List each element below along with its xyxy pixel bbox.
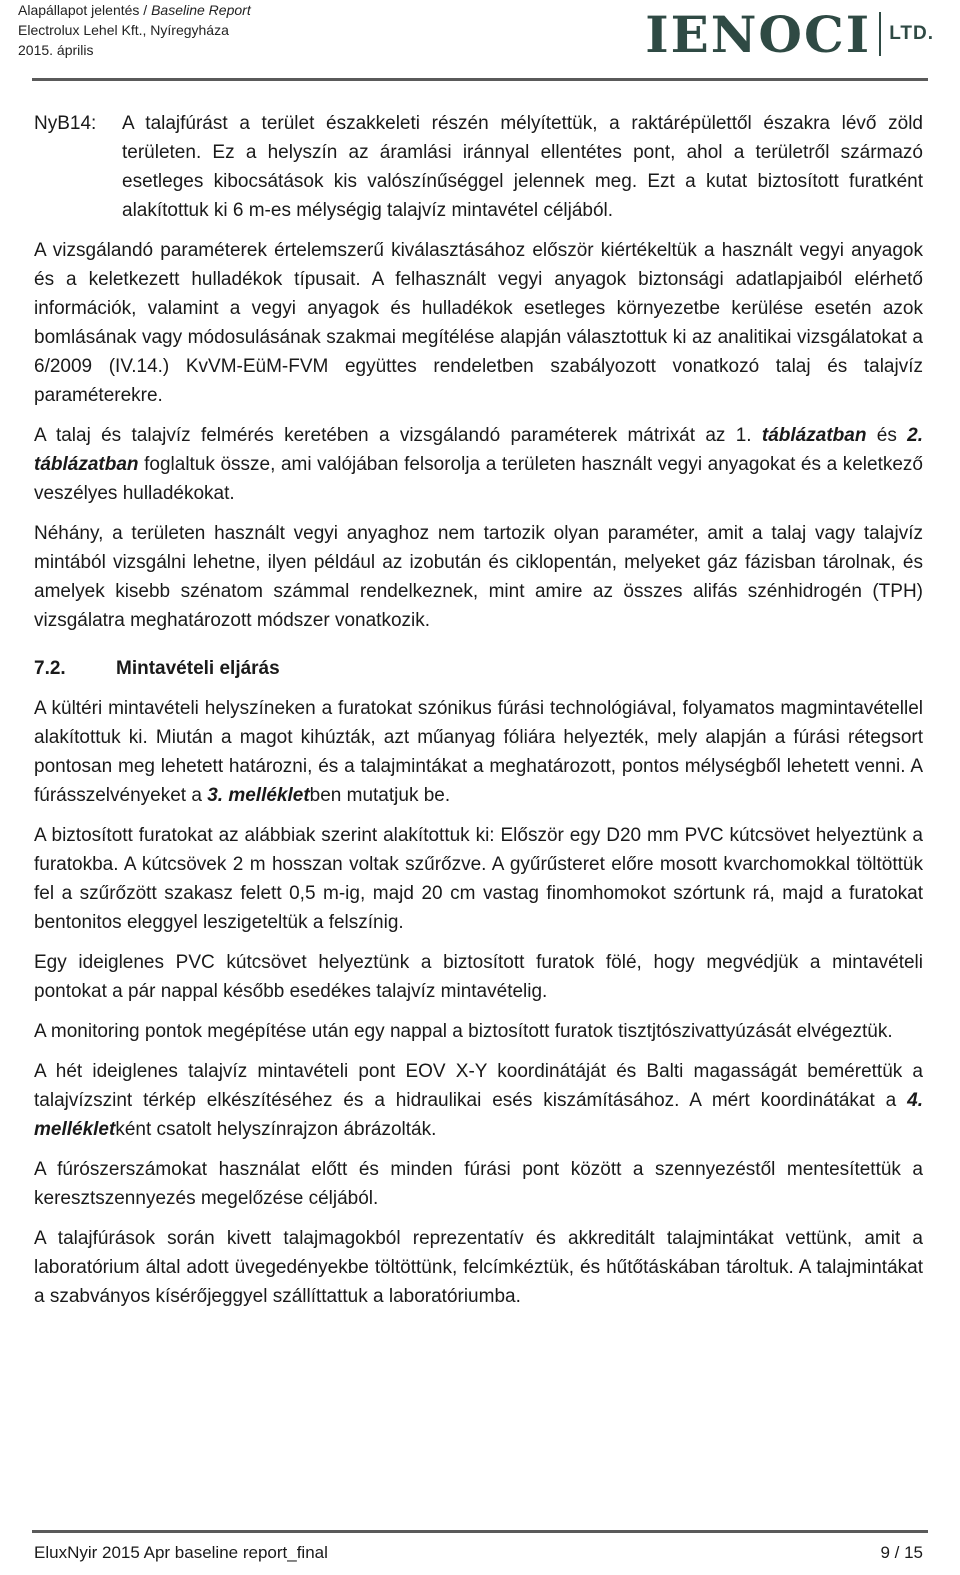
footer-page-number: 9 / 15: [880, 1543, 923, 1562]
table-1-ref: táblázatban: [761, 425, 867, 446]
paragraph-survey: [34, 1057, 923, 1144]
paragraph-drilling: [34, 694, 923, 810]
p4-text-c: ben mutatjuk be.: [309, 785, 451, 806]
paragraph-decon: A fúrószerszámokat használat előtt és minden fúrási pont között a szennyezéstől mentesítettük a keresztszennyezés megelőzése céljából.: [34, 1159, 923, 1209]
footer-document-name: EluxNyir 2015 Apr baseline report_final: [34, 1543, 328, 1562]
p8-text-c: ként csatolt helyszínrajzon ábrázolták.: [115, 1119, 437, 1140]
p2-text-e: foglaltuk össze, ami valójában felsorolja a területen használt vegyi anyagokat és a keletkező veszélyes hulladékokat.: [34, 454, 923, 504]
page-header: [18, 0, 948, 78]
logo-divider: [879, 12, 881, 56]
annex-3-ref: 3. melléklet: [207, 785, 310, 806]
borehole-entry: [34, 109, 923, 225]
paragraph-exceptions: Néhány, a területen használt vegyi anyaghoz nem tartozik olyan paraméter, amit a talaj vagy talajvíz mintából vizsgálni lehetne, ilyen például az izobután és ciklopentán, melyeket gáz fázisban tárolnak, és amelyek kisebb szénatom számmal rendelkeznek, mint amire az összes alifás szénhidrogén (TPH) vizsgálatra meghatározott módszer vonatkozik.: [34, 523, 923, 631]
table-2-ref: 2. táblázatban: [34, 425, 923, 475]
section-title: Mintavételi eljárás: [116, 658, 280, 679]
borehole-label: NyB14:: [34, 113, 97, 134]
logo-wordmark: IENOCI: [645, 4, 872, 64]
paragraph-pvc: Egy ideiglenes PVC kútcsövet helyeztünk a biztosított furatok fölé, hogy megvédjük a mintavételi pontokat a pár nappal később esedékes talajvíz mintavételig.: [34, 952, 923, 1002]
p2-text-c: és: [866, 425, 908, 446]
page-content: [34, 109, 923, 1322]
borehole-description: A talajfúrást a terület északkeleti részén mélyítettük, a raktárépülettől északra lévő zöld területen. Ez a helyszín az áramlási iránnyal ellentétes pont, ahol a területről származó esetleges kibocsátások kis valószínűséggel jelennek meg. Ezt a kutat biztosított furatként alakítottuk ki 6 m-es mélységig talajvíz mintavétel céljából.: [122, 113, 923, 221]
paragraph-tables: [34, 421, 923, 508]
page-footer: [34, 1543, 923, 1563]
paragraph-wells: A biztosított furatokat az alábbiak szerint alakítottuk ki: Először egy D20 mm PVC kútcsövet helyeztünk a furatokba. A kútcsövek 2 m hosszan voltak szűrőzve. A gyűrűsteret előre mosott kvarchomokkal töltöttük fel a szűrőzött szakasz felett 0,5 m-ig, majd 20 cm vastag finomhomokot szórtunk rá, majd a furatokat bentonitos eleggyel leszigeteltük a felszínig.: [34, 825, 923, 933]
p8-text-a: A hét ideiglenes talajvíz mintavételi pont EOV X-Y koordinátáját és Balti magasságát bemérettük a talajvízszint térkép elkészítéséhez és a hidraulikai esés kiszámításához. A mért koordinátákat a: [34, 1061, 923, 1111]
header-company: Electrolux Lehel Kft., Nyíregyháza: [18, 22, 229, 38]
section-number: 7.2.: [34, 658, 66, 679]
annex-4-ref: 4. melléklet: [34, 1090, 923, 1140]
footer-divider: [32, 1530, 928, 1533]
header-title-hu: Alapállapot jelentés /: [18, 2, 152, 18]
section-heading: [34, 646, 923, 683]
paragraph-parameters: A vizsgálandó paraméterek értelemszerű kiválasztásához először kiértékeltük a használt vegyi anyagok és a keletkezett hulladékok típusait. A felhasznált vegyi anyagok biztonsági adatlapjaiból elérhető információk, valamint a vegyi anyagok és hulladékok esetleges környezetbe kerülése esetén azok bomlásának vagy módosulásának szakmai megítélése alapján választottuk ki az analitikai vizsgálatokat a 6/2009 (IV.14.) KvVM-EüM-FVM együttes rendeletben szabályozott vonatkozó talaj és talajvíz paraméterekre.: [34, 240, 923, 406]
paragraph-samples: A talajfúrások során kivett talajmagokból reprezentatív és akkreditált talajmintákat vettünk, amit a laboratórium által adott üvegedényekbe töltöttünk, felcímkéztük, és hűtőtáskában tároltuk. A talajmintákat a szabványos kísérőjeggyel szállíttattuk a laboratóriumba.: [34, 1228, 923, 1307]
header-date: 2015. április: [18, 42, 94, 58]
p2-text-a: A talaj és talajvíz felmérés keretében a vizsgálandó paraméterek mátrixát az 1.: [34, 425, 762, 446]
enoci-logo: [645, 6, 934, 62]
p4-text-a: A kültéri mintavételi helyszíneken a furatokat szónikus fúrási technológiával, folyamatos magmintavétellel alakítottuk ki. Miután a magot kihúzták, azt műanyag fóliára helyezték, mely alapján a fúrási rétegsort pontosan meg lehetett határozni, és a talajmintákat a meghatározott, pontos mélységből lehetett venni. A fúrásszelvényeket a: [34, 698, 923, 806]
paragraph-monitoring: A monitoring pontok megépítése után egy nappal a biztosított furatok tisztjtószivattyúzását elvégeztük.: [34, 1021, 893, 1042]
header-title-en: Baseline Report: [151, 2, 251, 18]
logo-ltd: LTD.: [889, 23, 934, 44]
header-divider: [32, 78, 928, 81]
